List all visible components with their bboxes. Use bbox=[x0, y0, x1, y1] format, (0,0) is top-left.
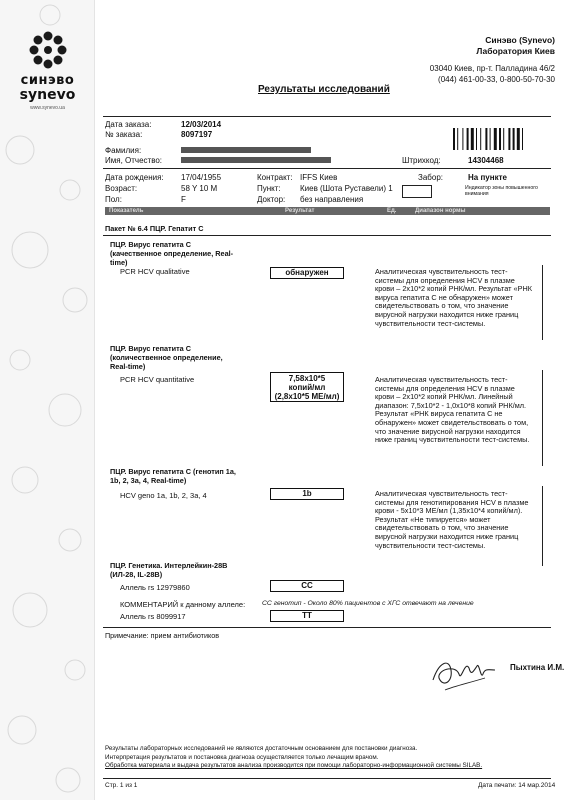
result-box: 1b bbox=[270, 488, 344, 500]
test-note: Аналитическая чувствительность тест-системы для генотипирования HCV в плазме крови - 5x10*3 МЕ/мл (1,35x10*4 копий/мл). Результат «Не типируется» может свидетельствовать о том, что значение вирусной нагрузки находится ниже границ чувствительности тест-системы. bbox=[375, 489, 529, 550]
table-header bbox=[105, 207, 550, 215]
result-box bbox=[270, 372, 344, 402]
redacted-name bbox=[181, 157, 331, 163]
sex-label: Пол: bbox=[105, 195, 122, 204]
surname-label: Фамилия: bbox=[105, 146, 142, 155]
col-unit: Ед. bbox=[387, 208, 397, 214]
result-box: TT bbox=[270, 610, 344, 622]
signature-icon bbox=[425, 650, 500, 695]
test-name: Аллель rs 12979860 bbox=[120, 583, 190, 592]
comment-label: КОММЕНТАРИЙ к данному аллеле: bbox=[120, 600, 246, 609]
contract-label: Контракт: bbox=[257, 173, 293, 182]
order-number-label: № заказа: bbox=[105, 130, 143, 139]
remark: Примечание: прием антибиотиков bbox=[105, 631, 220, 640]
section-title: ПЦР. Вирус гепатита С (количественное определение, Real-time) bbox=[110, 344, 223, 371]
package-title: Пакет № 6.4 ПЦР. Гепатит С bbox=[105, 224, 204, 233]
lab-address: 03040 Киев, пр-т. Палладина 46/2 bbox=[429, 64, 555, 73]
signature-name: Пыхтина И.М. bbox=[510, 663, 565, 672]
print-date: Дата печати: 14 мар.2014 bbox=[478, 782, 556, 789]
barcode-number: 14304468 bbox=[468, 156, 504, 165]
divider bbox=[103, 116, 551, 117]
logo-text-latin: synevo bbox=[19, 87, 76, 103]
section-title: ПЦР. Вирус гепатита С (генотип 1а, 1b, 2, 3а, 4, Real-time) bbox=[110, 467, 236, 485]
dob-value: 17/04/1955 bbox=[181, 173, 222, 182]
col-reference: Диапазон нормы bbox=[415, 208, 466, 214]
order-date: 12/03/2014 bbox=[181, 120, 222, 129]
age-value: 58 Y 10 M bbox=[181, 184, 218, 193]
divider bbox=[542, 265, 543, 340]
comment-text: СС генотип - Около 80% пациентов с ХГС отвечают на лечение bbox=[262, 600, 474, 607]
order-number: 8097197 bbox=[181, 130, 213, 139]
col-indicator: Показатель bbox=[109, 208, 144, 214]
point-label: Пункт: bbox=[257, 184, 281, 193]
test-name: PCR HCV qualitative bbox=[120, 267, 190, 276]
col-result: Результат bbox=[285, 208, 315, 214]
order-date-label: Дата заказа: bbox=[105, 120, 152, 129]
test-note: Аналитическая чувствительность тест-системы для определения HCV в плазме крови – 2x10*2 копий РНК/мл. Результат «РНК вируса гепатита С не обнаружен» может свидетельствовать о том, что значение вирусной нагрузки находится ниже границ чувствительности тест-системы. bbox=[375, 267, 532, 328]
divider bbox=[103, 235, 551, 236]
contract-value: IFFS Киев bbox=[300, 173, 338, 182]
sampling-label: Забор: bbox=[418, 173, 443, 182]
age-label: Возраст: bbox=[105, 184, 138, 193]
footer-line: Результаты лабораторных исследований не являются достаточным основанием для постановки диагноза. bbox=[105, 745, 418, 752]
redacted-surname bbox=[181, 147, 311, 153]
lab-header bbox=[430, 35, 555, 85]
result-converted: (2,8x10*5 МЕ/мл) bbox=[274, 392, 340, 401]
page-number: Стр. 1 из 1 bbox=[105, 782, 138, 789]
result-box: обнаружен bbox=[270, 267, 344, 279]
logo-website: www.synevo.ua bbox=[30, 105, 65, 111]
logo-text-cyrillic: синэво bbox=[20, 73, 75, 88]
sex-value: F bbox=[181, 195, 186, 204]
barcode-icon bbox=[453, 128, 548, 150]
document-title: Результаты исследований bbox=[258, 84, 390, 95]
first-name-label: Имя, Отчество: bbox=[105, 156, 163, 165]
divider bbox=[103, 627, 551, 628]
doctor-value: без направления bbox=[300, 195, 364, 204]
result-unit: копий/мл bbox=[288, 383, 326, 392]
attention-indicator-box bbox=[402, 185, 432, 198]
test-note: Аналитическая чувствительность тест-системы для определения HCV в плазме крови – 2x10*2 копий РНК/мл. Линейный диапазон: 7,5x10*2 - 1,0x10*8 копий РНК/мл. Результат «РНК вируса гепатита С не обнаружен» может свидетельствовать о том, что значение вирусной нагрузки находится ниже границ чувствительности тест-системы. bbox=[375, 375, 530, 445]
sampling-value: На пункте bbox=[468, 173, 507, 182]
divider bbox=[542, 486, 543, 566]
sidebar-decoration bbox=[0, 0, 95, 800]
indicator-note: Индикатор зоны повышенного внимания bbox=[465, 185, 538, 197]
flower-logo-icon bbox=[28, 30, 68, 70]
barcode-label: Штрихкод: bbox=[402, 156, 441, 165]
watermark-pattern-icon bbox=[0, 0, 95, 800]
section-title: ПЦР. Вирус гепатита С (качественное определение, Real-time) bbox=[110, 240, 234, 267]
footer-line: Интерпретация результатов и постановка диагноза осуществляется только лечащим врачом. bbox=[105, 753, 379, 761]
divider bbox=[542, 370, 543, 466]
result-value: 7,58x10*5 bbox=[288, 374, 326, 383]
lab-phones: (044) 461-00-33, 0-800-50-70-30 bbox=[438, 75, 555, 84]
footer-line: Обработка материала и выдача результатов анализа производится при помощи лабораторно-информационной системы SILAB. bbox=[105, 762, 483, 769]
section-title: ПЦР. Генетика. Интерлейкин-28В (ИЛ-28, IL-28B) bbox=[110, 561, 228, 579]
test-name: PCR HCV quantitative bbox=[120, 375, 195, 384]
point-value: Киев (Шота Руставели) 1 bbox=[300, 184, 393, 193]
divider bbox=[103, 168, 551, 169]
test-name: Аллель rs 8099917 bbox=[120, 612, 186, 621]
test-name: HCV geno 1a, 1b, 2, 3a, 4 bbox=[120, 491, 207, 500]
dob-label: Дата рождения: bbox=[105, 173, 164, 182]
lab-name: Синэво (Synevo) bbox=[485, 35, 555, 45]
synevo-logo bbox=[5, 30, 90, 111]
result-box: CC bbox=[270, 580, 344, 592]
footer-disclaimer bbox=[105, 745, 555, 771]
lab-branch: Лаборатория Киев bbox=[476, 46, 555, 56]
divider bbox=[103, 778, 551, 779]
doctor-label: Доктор: bbox=[257, 195, 286, 204]
